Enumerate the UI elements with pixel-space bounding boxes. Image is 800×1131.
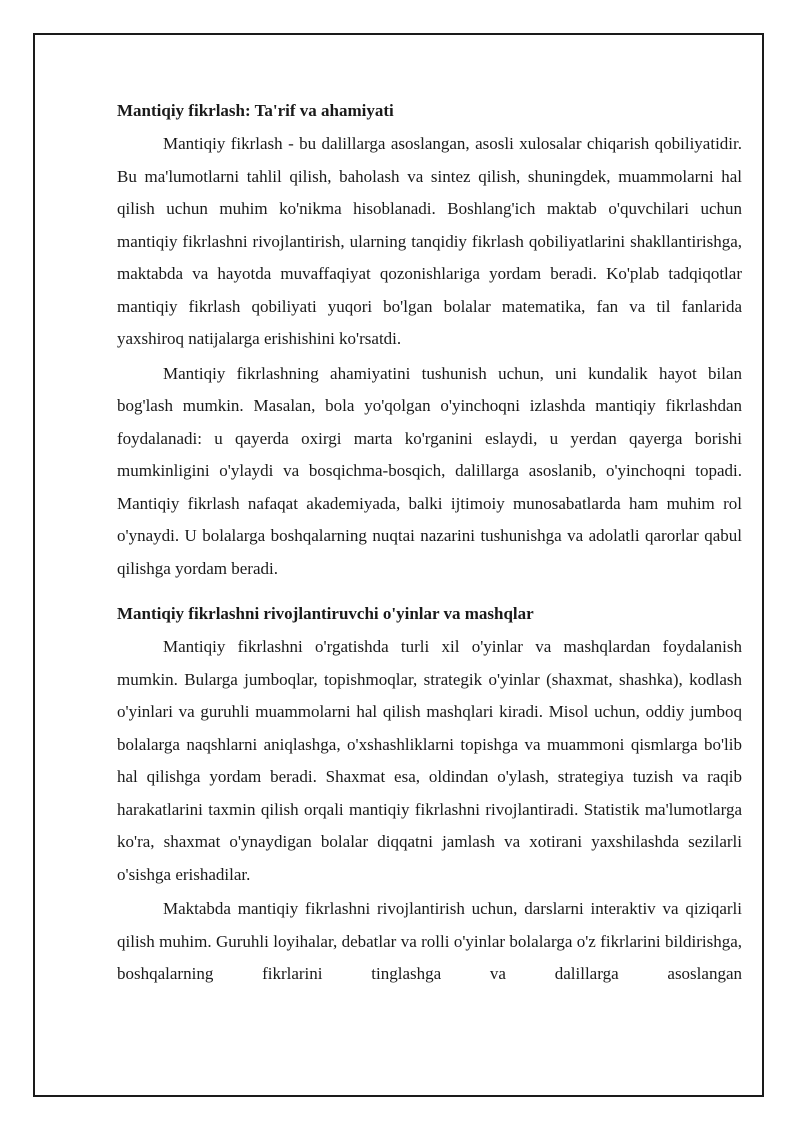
section-heading-games: Mantiqiy fikrlashni rivojlantiruvchi o'yinlar va mashqlar (117, 604, 534, 623)
paragraph-games-1: Mantiqiy fikrlashni o'rgatishda turli xil o'yinlar va mashqlardan foydalanish mumkin. Bularga jumboqlar, topishmoqlar, strategik o'yinlar (shaxmat, shashka), kodlash o'yinlari va guruhli muammolarni hal qilish mashqlari kiradi. Misol uchun, oddiy jumboq bolalarga naqshlarni aniqlashga, o'xshashliklarni topishga va muammoni qismlarga bo'lib hal qilishga yordam beradi. Shaxmat esa, oldindan o'ylash, strategiya tuzish va raqib harakatlarini taxmin qilish orqali mantiqiy fikrlashni rivojlantiradi. Statistik ma'lumotlarga ko'ra, shaxmat o'ynaydigan bolalar diqqatni jamlash va xotirani yaxshilashda sezilarli o'sishga erishadilar. (117, 637, 742, 884)
document-body (117, 98, 742, 993)
paragraph-definition-1: Mantiqiy fikrlash - bu dalillarga asoslangan, asosli xulosalar chiqarish qobiliyatidir. Bu ma'lumotlarni tahlil qilish, baholash va sintez qilish, shuningdek, muammolarni hal qilish uchun muhim ko'nikma hisoblanadi. Boshlang'ich maktab o'quvchilari uchun mantiqiy fikrlashni rivojlantirish, ularning tanqidiy fikrlash qobiliyatlarini shakllantirishga, maktabda va hayotda muvaffaqiyat qozonishlariga yordam beradi. Ko'plab tadqiqotlar mantiqiy fikrlash qobiliyati yuqori bo'lgan bolalar matematika, fan va til fanlarida yaxshiroq natijalarga erishishini ko'rsatdi. (117, 134, 742, 348)
section-heading-definition: Mantiqiy fikrlash: Ta'rif va ahamiyati (117, 101, 394, 120)
paragraph-definition-2: Mantiqiy fikrlashning ahamiyatini tushunish uchun, uni kundalik hayot bilan bog'lash mumkin. Masalan, bola yo'qolgan o'yinchoqni izlashda mantiqiy fikrlashdan foydalanadi: u qayerda oxirgi marta ko'rganini eslaydi, u yerdan qayerga borishi mumkinligini o'ylaydi va bosqichma-bosqich, dalillarga asoslanib, o'yinchoqni topadi. Mantiqiy fikrlash nafaqat akademiyada, balki ijtimoiy munosabatlarda ham muhim rol o'ynaydi. U bolalarga boshqalarning nuqtai nazarini tushunishga va adolatli qarorlar qabul qilishga yordam beradi. (117, 363, 742, 578)
paragraph-games-2: Maktabda mantiqiy fikrlashni rivojlantirish uchun, darslarni interaktiv va qiziqarli qilish muhim. Guruhli loyihalar, debatlar va rolli o'yinlar bolalarga o'z fikrlarini bildirishga, boshqalarning fikrlarini tinglashga va dalillarga asoslangan (117, 899, 742, 983)
